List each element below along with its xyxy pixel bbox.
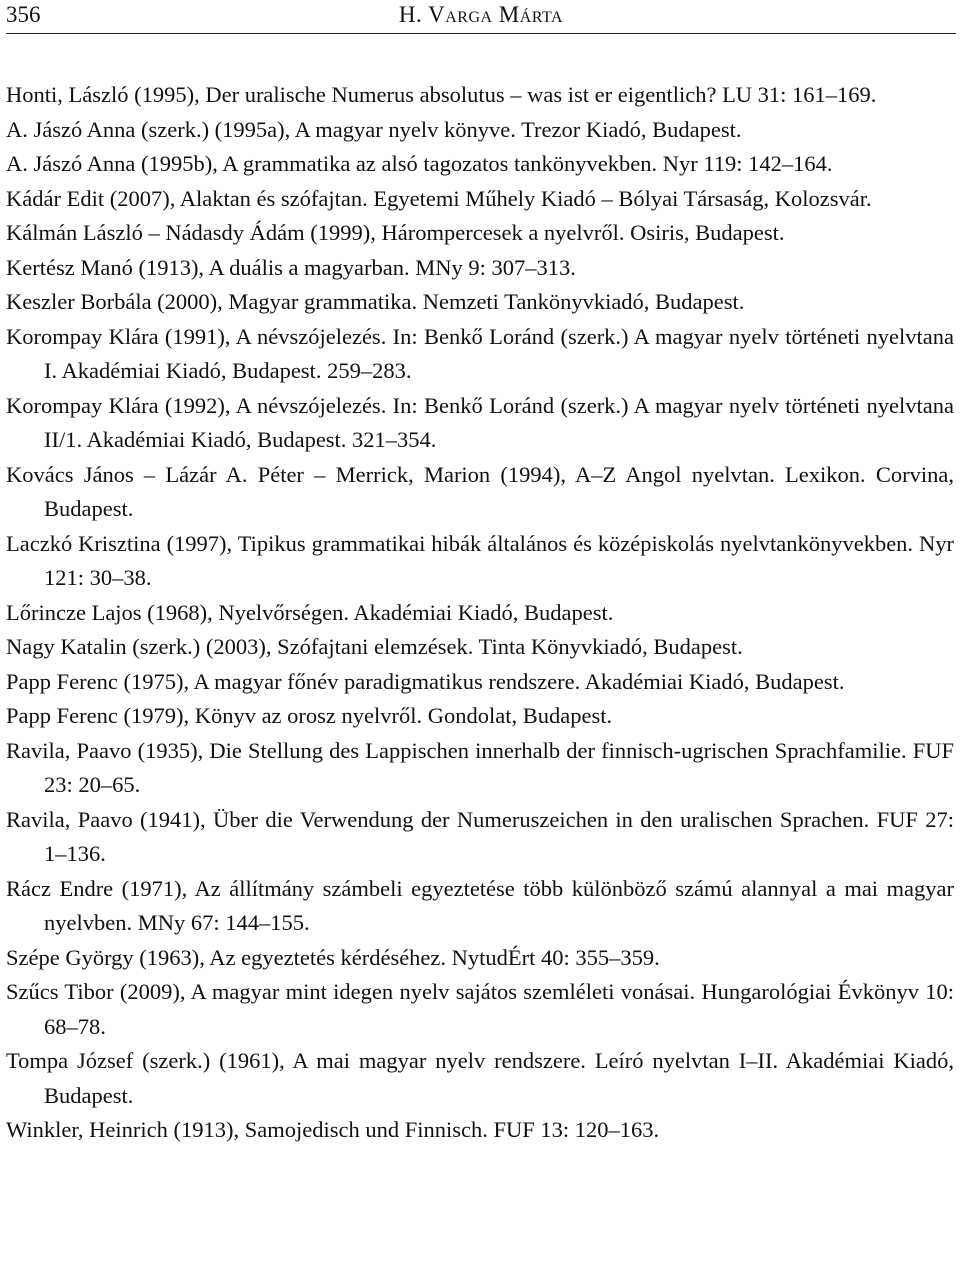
reference-entry: Ravila, Paavo (1941), Über die Verwendung der Numeruszeichen in den uralischen Sprachen. FUF 27: 1–136. (6, 806, 954, 866)
reference-entry: Tompa József (szerk.) (1961), A mai magyar nyelv rendszere. Leíró nyelvtan I–II. Akadémiai Kiadó, Budapest. (6, 1048, 954, 1108)
reference-entry: Kertész Manó (1913), A duális a magyarban. MNy 9: 307–313. (6, 254, 576, 280)
page-number: 356 (6, 2, 41, 27)
reference-entry: Rácz Endre (1971), Az állítmány számbeli egyeztetése több különböző számú alannyal a mai magyar nyelvben. MNy 67: 144–155. (6, 875, 954, 935)
reference-entry: A. Jászó Anna (1995b), A grammatika az alsó tagozatos tankönyvekben. Nyr 119: 142–164. (6, 151, 833, 176)
reference-entry: Szűcs Tibor (2009), A magyar mint idegen nyelv sajátos szemléleti vonásai. Hungarológiai Évkönyv 10: 68–78. (6, 979, 954, 1039)
reference-entry: Kálmán László – Nádasdy Ádám (1999), Hárompercesek a nyelvről. Osiris, Budapest. (6, 220, 785, 245)
reference-entry: Kovács János – Lázár A. Péter – Merrick, Marion (1994), A–Z Angol nyelvtan. Lexikon. Corvina, Budapest. (6, 461, 954, 521)
reference-entry: A. Jászó Anna (szerk.) (1995a), A magyar nyelv könyve. Trezor Kiadó, Budapest. (6, 116, 742, 142)
reference-entry: Korompay Klára (1992), A névszójelezés. In: Benkő Loránd (szerk.) A magyar nyelv történeti nyelvtana II/1. Akadémiai Kiadó, Budapest. 321–354. (6, 392, 954, 452)
reference-entry: Papp Ferenc (1975), A magyar főnév paradigmatikus rendszere. Akadémiai Kiadó, Budapest. (6, 668, 845, 694)
page-header (6, 0, 956, 34)
reference-entry: Ravila, Paavo (1935), Die Stellung des Lappischen innerhalb der finnisch-ugrischen Sprachfamilie. FUF 23: 20–65. (6, 737, 954, 797)
reference-entry: Winkler, Heinrich (1913), Samojedisch und Finnisch. FUF 13: 120–163. (6, 1117, 660, 1142)
reference-entry: Szépe György (1963), Az egyeztetés kérdéséhez. NytudÉrt 40: 355–359. (6, 944, 660, 970)
reference-entry: Laczkó Krisztina (1997), Tipikus grammatikai hibák általános és középiskolás nyelvtankönyvekben. Nyr 121: 30–38. (6, 530, 954, 590)
reference-entry: Honti, László (1995), Der uralische Numerus absolutus – was ist er eigentlich? LU 31: 161–169. (6, 82, 877, 107)
reference-entry: Nagy Katalin (szerk.) (2003), Szófajtani elemzések. Tinta Könyvkiadó, Budapest. (6, 634, 743, 659)
reference-entry: Korompay Klára (1991), A névszójelezés. In: Benkő Loránd (szerk.) A magyar nyelv történeti nyelvtana I. Akadémiai Kiadó, Budapest. 259–283. (6, 323, 954, 383)
reference-entry: Papp Ferenc (1979), Könyv az orosz nyelvről. Gondolat, Budapest. (6, 703, 613, 728)
running-head: H. Varga Márta (398, 2, 564, 27)
reference-entry: Lőrincze Lajos (1968), Nyelvőrségen. Akadémiai Kiadó, Budapest. (6, 599, 614, 625)
reference-list (6, 78, 954, 1148)
reference-entry: Keszler Borbála (2000), Magyar grammatika. Nemzeti Tankönyvkiadó, Budapest. (6, 289, 745, 314)
reference-entry: Kádár Edit (2007), Alaktan és szófajtan. Egyetemi Műhely Kiadó – Bólyai Társaság, Kolozsvár. (6, 185, 872, 211)
